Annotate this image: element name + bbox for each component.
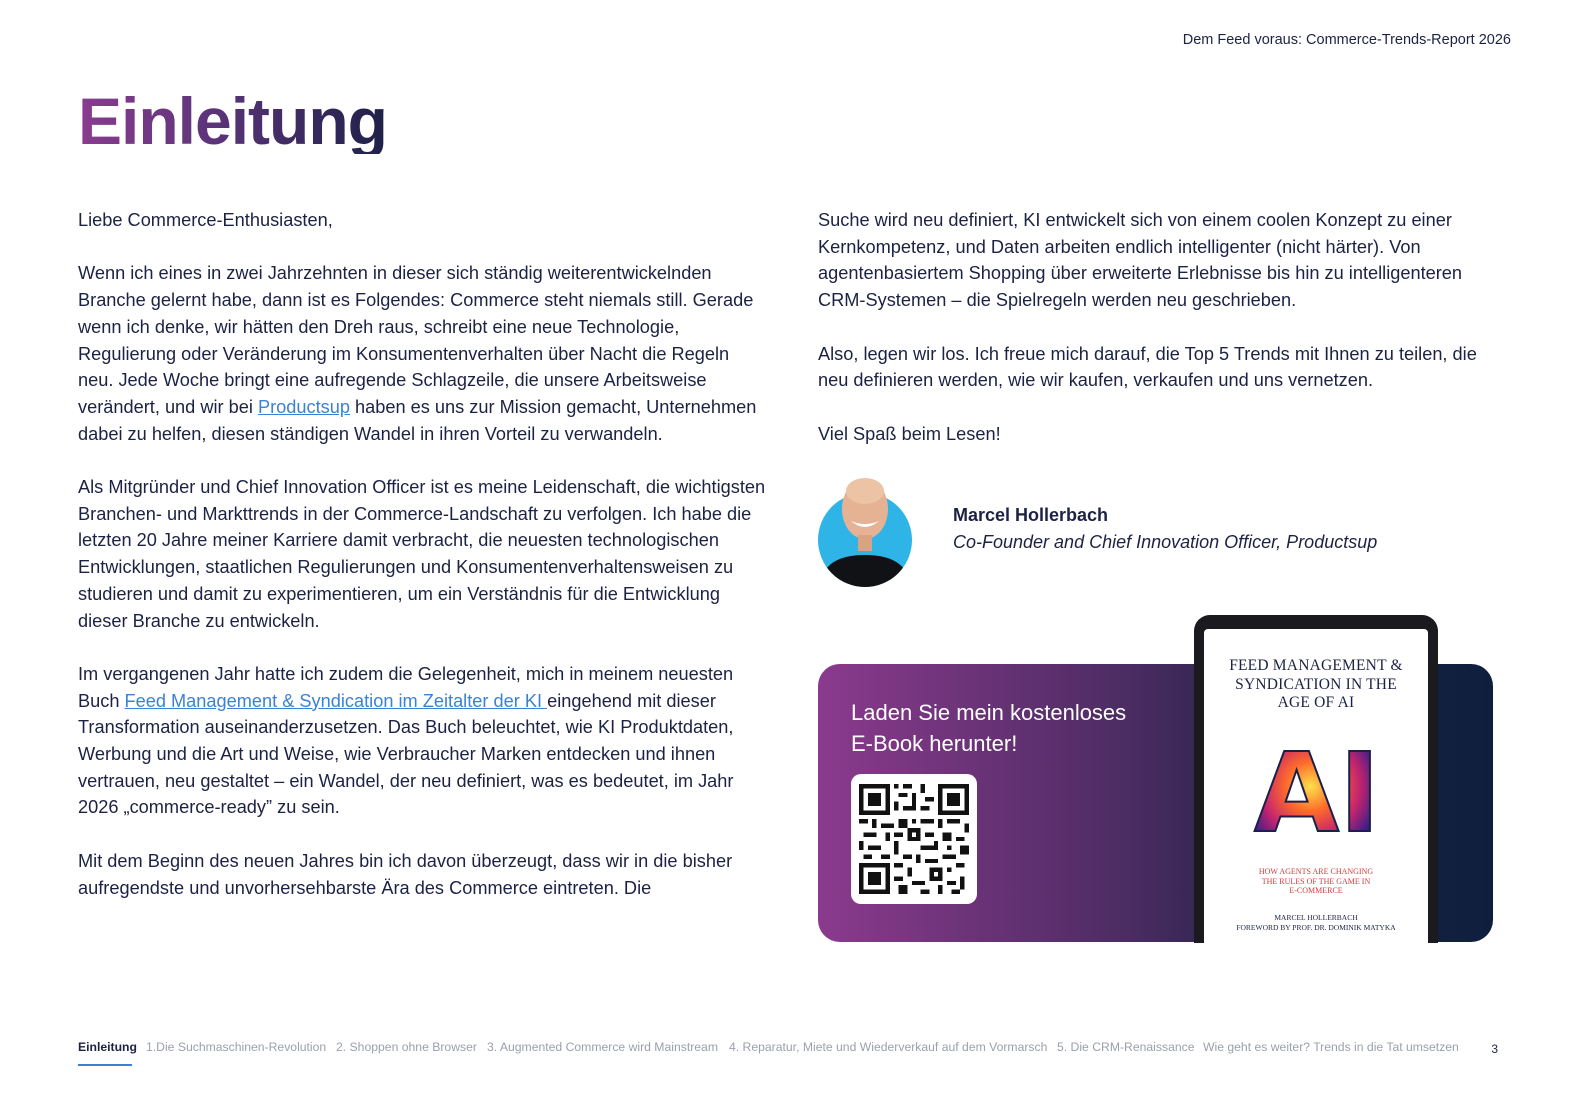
nav-item-reparatur[interactable]: 4. Reparatur, Miete und Wiederverkauf auf dem Vormarsch [729,1040,1048,1054]
paragraph-2: Als Mitgründer und Chief Innovation Officer ist es meine Leidenschaft, die wichtigsten Branchen- und Markttrends in der Commerce-Landschaft zu verfolgen. Ich habe die letzten 20 Jahre meiner Karriere damit verbracht, die neuesten technologischen Entwicklungen, staatlichen Regulierungen und Konsumentenverhaltensweisen zu studieren und damit zu experimentieren, um ein Verständnis für die Entwicklung dieser Branche zu entwickeln. [78,477,766,631]
author-avatar [818,469,912,587]
promo-cta: Laden Sie mein kostenloses E-Book herunter! [851,700,1127,756]
nav-item-wie-geht-es-weiter[interactable]: Wie geht es weiter? Trends in die Tat umsetzen [1203,1040,1459,1054]
nav-item-suchmaschinen[interactable]: 1.Die Suchmaschinen-Revolution [146,1040,327,1054]
book-author: MARCEL HOLLERBACH FOREWORD BY PROF. DR. DOMINIK MATYKA [1236,913,1396,932]
nav-item-shoppen[interactable]: 2. Shoppen ohne Browser [336,1040,477,1054]
book-ai-letters [1242,735,1392,845]
paragraph-4: Mit dem Beginn des neuen Jahres bin ich davon überzeugt, dass wir in die bisher aufregendste und unvorhersehbarste Ära des Commerce eintreten. Die [78,850,733,898]
author-block [818,469,1498,589]
nav-item-augmented-commerce[interactable]: 3. Augmented Commerce wird Mainstream [487,1040,718,1054]
paragraph-6: Also, legen wir los. Ich freue mich darauf, die Top 5 Trends mit Ihnen zu teilen, die neu definieren werden, wie wir kaufen, verkaufen und uns vernetzen. [818,343,1477,391]
active-nav-indicator [78,1064,132,1066]
book-link[interactable]: Feed Management & Syndication im Zeitalter der KI [124,690,548,711]
svg-text:AI: AI [1253,735,1381,845]
paragraph-3: Im vergangenen Jahr hatte ich zudem die Gelegenheit, mich in meinem neuesten Buch Feed Management & Syndication im Zeitalter der KI eingehend mit dieser Transformation auseinanderzusetzen. Das Buch beleuchtet, wie KI Produktdaten, Werbung und die Art und Weise, wie Verbraucher Marken entdecken und ihnen vertrauen, neu gestaltet – ein Wandel, der neu definiert, was es bedeutet, im Jahr 2026 „commerce-ready” zu sein. [78,663,734,818]
page-title: Einleitung [78,84,387,158]
book-subtitle: HOW AGENTS ARE CHANGING THE RULES OF THE GAME IN E-COMMERCE [1258,867,1374,895]
left-column [78,207,768,928]
ebook-tablet[interactable] [1194,615,1438,943]
ebook-cover [1204,629,1428,943]
paragraph-1: Wenn ich eines in zwei Jahrzehnten in dieser sich ständig weiterentwickelnden Branche gelernt habe, dann ist es Folgendes: Commerce steht niemals still. Gerade wenn ich denke, wir hätten den Dreh raus, schreibt eine neue Technologie, Regulierung oder Veränderung im Konsumentenverhalten über Nacht die Regeln neu. Jede Woche bringt eine aufregende Schlagzeile, die unsere Arbeitsweise verändert, und wir bei Productsup haben es uns zur Mission gemacht, Unternehmen dabei zu helfen, diesen ständigen Wandel in ihren Vorteil zu verwandeln. [78,263,757,444]
nav-item-crm[interactable]: 5. Die CRM-Renaissance [1057,1040,1195,1054]
author-name: Marcel Hollerbach [953,505,1109,525]
chapter-navigation [78,1040,1498,1070]
book-title: FEED MANAGEMENT & SYNDICATION IN THE AGE OF AI [1229,657,1403,711]
paragraph-5: Suche wird neu definiert, KI entwickelt sich von einem coolen Konzept zu einer Kernkompetenz, und Daten arbeiten endlich intelligenter (nicht härter). Von agentenbasiertem Shopping über erweiterte Erlebnisse bis hin zu intelligenteren CRM-Systemen – die Spielregeln werden neu geschrieben. [818,210,1463,311]
right-column [818,207,1498,474]
page-number: 3 [1491,1042,1498,1056]
nav-item-einleitung[interactable]: Einleitung [78,1040,137,1054]
salutation: Liebe Commerce-Enthusiasten, [78,210,333,230]
closing-line: Viel Spaß beim Lesen! [818,423,1001,444]
qr-code-icon [859,782,969,896]
qr-code[interactable] [851,774,977,904]
author-role: Co-Founder and Chief Innovation Officer, Productsup [953,532,1378,552]
productsup-link[interactable]: Productsup [257,396,350,417]
report-title: Dem Feed voraus: Commerce-Trends-Report 2026 [1182,32,1511,48]
